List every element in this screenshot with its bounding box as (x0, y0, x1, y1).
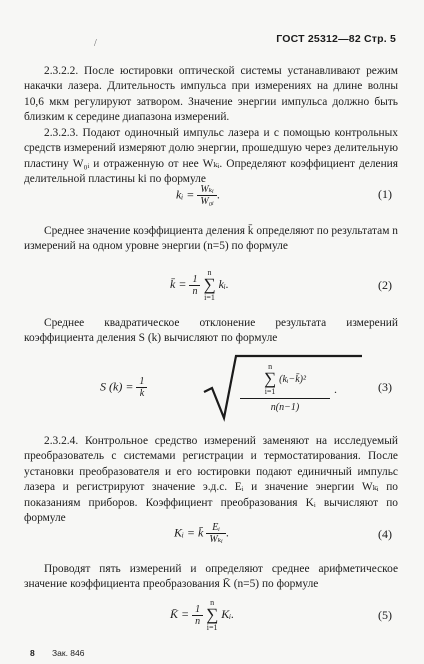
formula-1-lhs: kᵢ = (176, 187, 195, 202)
paragraph-2-3-2-3: 2.3.2.3. Подают одиночный импульс лазера и с помощью контрольных средств измерений измеряют долю энергии, прошедшую через делительную пластину W₀ᵢ и отраженную от нее Wₖᵢ. Определяют коэффициент деления делительной пластины ki по формуле (24, 127, 398, 186)
equation-number-5: (5) (378, 608, 392, 622)
formula-3-denominator: k̄ (139, 388, 145, 399)
paragraph-std-deviation: Среднее квадратическое отклонение результата измерений коэффициента деления S (k) вычисляют по формуле (24, 317, 398, 345)
formula-1 (176, 184, 220, 207)
formula-2 (170, 268, 229, 302)
paragraph-2-3-2-2: 2.3.2.2. После юстировки оптической системы устанавливают режим накачки лазера. Длительность импульса при измерениях на длине волны 10,6 мкм регулируют затвором. Значение энергии импульса должно быть близким к середине диапазона измерений. (24, 65, 398, 124)
formula-4-denominator: Wₖᵢ (209, 534, 223, 545)
formula-3-sum (264, 362, 276, 396)
formula-2-fraction (189, 274, 200, 297)
formula-5-sum-top: n (210, 598, 215, 607)
formula-2-sum (203, 268, 215, 302)
paragraph-mean-K: Проводят пять измерений и определяют среднее арифметическое значение коэффициента преобразования K̄ (n=5) по формуле (24, 563, 398, 591)
equation-number-1: (1) (378, 187, 392, 201)
formula-5-numerator: 1 (192, 604, 203, 616)
sigma-symbol: ∑ (203, 275, 216, 294)
formula-3-inner-numerator: (kᵢ−k̄)² (279, 373, 306, 385)
formula-2-sum-bottom: i=1 (204, 293, 215, 302)
document-header: ГОСТ 25312—82 Стр. 5 (276, 33, 396, 45)
equation-number-2: (2) (378, 278, 392, 292)
page-signature-mark: 8 (30, 648, 35, 658)
formula-5-lhs: K̄ = (170, 606, 190, 621)
formula-3-inner-fraction (240, 362, 330, 414)
equation-number-4: (4) (378, 527, 392, 541)
formula-5-sum (206, 598, 218, 632)
formula-3-sum-top: n (268, 362, 273, 371)
formula-5 (170, 598, 234, 632)
paragraph-2-3-2-4: 2.3.2.4. Контрольное средство измерений заменяют на исследуемый преобразователь с системами регистрации и термостатирования. После установки преобразователя и его юстировки подают единичный импульс лазера и регистрируют значение э.д.с. Eᵢ и значение энергии Wₖᵢ по показаниям приборов. Коэффициент преобразования Kᵢ вычисляют по формуле (24, 435, 398, 525)
formula-4-fraction (206, 522, 226, 545)
formula-4-numerator: Eᵢ (206, 522, 226, 534)
formula-2-denominator: n (192, 285, 198, 297)
formula-2-term: kᵢ. (218, 276, 229, 291)
formula-3-sum-bottom: i=1 (264, 387, 276, 396)
formula-3-tail: . (334, 382, 337, 396)
formula-1-numerator: Wₖᵢ (197, 184, 217, 196)
formula-5-sum-bottom: i=1 (206, 623, 218, 632)
formula-3-fraction (136, 376, 147, 399)
formula-3-inner-denominator: n(n−1) (270, 402, 300, 413)
equation-number-3: (3) (378, 380, 392, 394)
formula-2-numerator: 1 (189, 274, 200, 286)
formula-4-tail: . (225, 525, 229, 540)
formula-5-term: Kᵢ. (221, 606, 235, 621)
formula-4-lhs: Kᵢ = k̄ (174, 525, 204, 540)
sigma-symbol: ∑ (264, 369, 277, 388)
formula-5-fraction (192, 604, 203, 627)
formula-1-tail: . (216, 187, 220, 202)
formula-3-lhs: S (k) = (100, 379, 134, 394)
sigma-symbol: ∑ (206, 605, 219, 624)
formula-2-sum-top: n (207, 268, 212, 277)
formula-2-lhs: k̄ = (170, 276, 187, 291)
formula-3-numerator: 1 (136, 376, 147, 388)
order-number: Зак. 846 (52, 648, 85, 658)
formula-1-fraction (197, 184, 217, 207)
formula-5-denominator: n (195, 615, 201, 627)
formula-3 (100, 352, 360, 422)
formula-4 (174, 522, 229, 545)
margin-mark: / (94, 38, 97, 49)
formula-1-denominator: W₀ᵢ (200, 196, 214, 207)
paragraph-mean-k: Среднее значение коэффициента деления k̄ определяют по результатам n измерений на одном уровне энергии (n=5) по формуле (24, 225, 398, 253)
